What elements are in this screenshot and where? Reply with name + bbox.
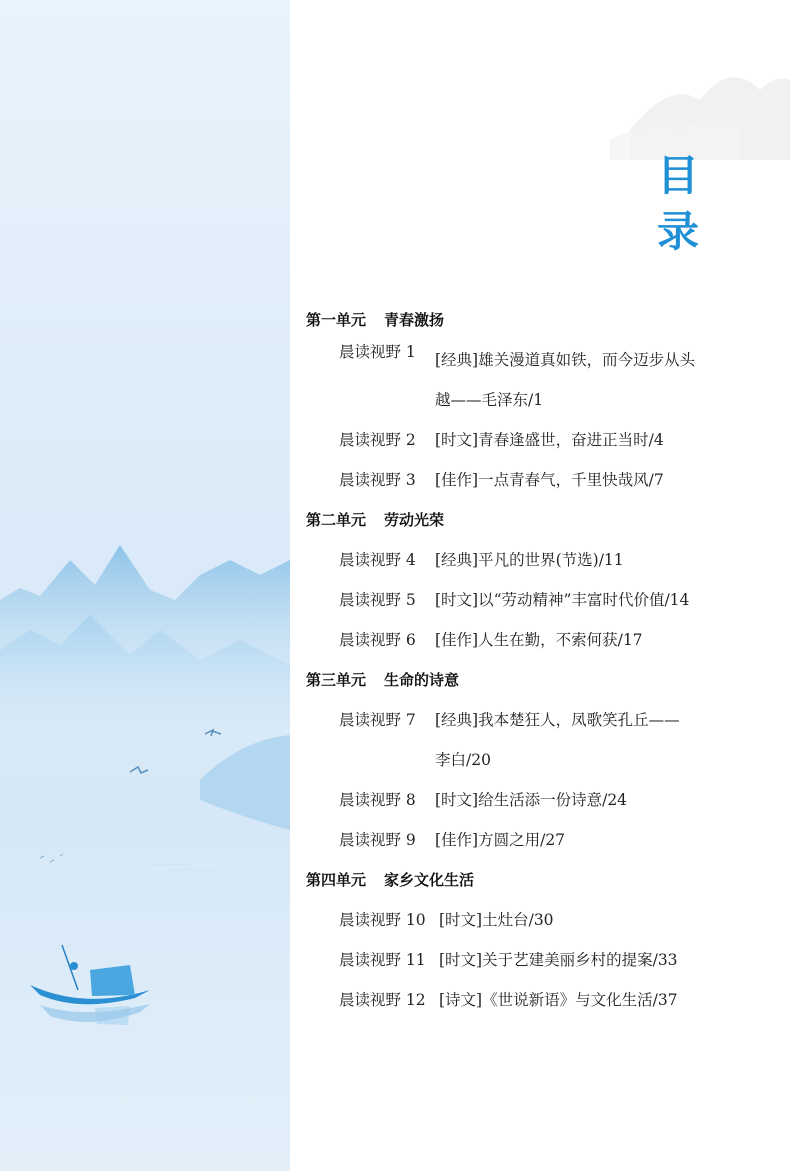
unit-heading [306, 500, 776, 540]
toc-title-char: 录 [656, 207, 699, 256]
toc-title [648, 148, 708, 260]
entry-title-line: [时文]青春逢盛世，奋进正当时/4 [435, 431, 664, 449]
unit-heading [306, 660, 776, 700]
corner-mountain-decoration [610, 20, 790, 160]
entry-title-line: [经典]雄关漫道真如铁，而今迈步从头 [435, 351, 696, 369]
decorative-side-panel [0, 0, 290, 1171]
entry-label: 晨读视野 12 [339, 991, 426, 1009]
entry-title-line: [经典]平凡的世界(节选)/11 [435, 551, 624, 569]
toc-entry[interactable] [306, 820, 776, 860]
entry-title-line: [佳作]人生在勤，不索何获/17 [435, 631, 643, 649]
entry-label: 晨读视野 4 [339, 551, 416, 569]
entry-title-line: [时文]关于艺建美丽乡村的提案/33 [439, 951, 678, 969]
entry-title-line: [时文]土灶台/30 [439, 911, 554, 929]
entry-label: 晨读视野 6 [339, 631, 416, 649]
entry-label: 晨读视野 8 [339, 791, 416, 809]
unit-name: 生命的诗意 [384, 671, 460, 689]
toc-entry[interactable] [306, 900, 776, 940]
unit-label: 第三单元 [306, 671, 367, 689]
entry-title-line: [佳作]方圆之用/27 [435, 831, 566, 849]
entry-title-line: [经典]我本楚狂人，凤歌笑孔丘—— [435, 711, 680, 729]
entry-label: 晨读视野 7 [339, 711, 416, 729]
toc-entry[interactable] [306, 460, 776, 500]
entry-title-line: 越——毛泽东/1 [435, 391, 544, 409]
toc-entry[interactable] [306, 340, 776, 420]
entry-title-line: [时文]给生活添一份诗意/24 [435, 791, 628, 809]
unit-name: 劳动光荣 [384, 511, 445, 529]
toc-entry[interactable] [306, 580, 776, 620]
unit-label: 第二单元 [306, 511, 367, 529]
unit-heading [306, 860, 776, 900]
entry-label: 晨读视野 10 [339, 911, 426, 929]
table-of-contents [306, 300, 776, 1020]
entry-label: 晨读视野 9 [339, 831, 416, 849]
toc-entry[interactable] [306, 940, 776, 980]
entry-label: 晨读视野 11 [339, 951, 426, 969]
toc-title-char: 目 [656, 151, 699, 200]
entry-title-line: 李白/20 [435, 751, 491, 769]
unit-heading [306, 300, 776, 340]
toc-entry[interactable] [306, 780, 776, 820]
entry-label: 晨读视野 1 [339, 343, 416, 361]
landscape-illustration [0, 0, 290, 1171]
entry-title-line: [时文]以“劳动精神”丰富时代价值/14 [435, 591, 690, 609]
entry-title-line: [佳作]一点青春气，千里快哉风/7 [435, 471, 664, 489]
unit-label: 第四单元 [306, 871, 367, 889]
toc-entry[interactable] [306, 420, 776, 460]
entry-title-line: [诗文]《世说新语》与文化生活/37 [439, 991, 678, 1009]
entry-label: 晨读视野 3 [339, 471, 416, 489]
unit-name: 青春激扬 [384, 311, 445, 329]
toc-entry[interactable] [306, 540, 776, 580]
unit-name: 家乡文化生活 [384, 871, 475, 889]
entry-label: 晨读视野 2 [339, 431, 416, 449]
toc-entry[interactable] [306, 980, 776, 1020]
entry-label: 晨读视野 5 [339, 591, 416, 609]
toc-entry[interactable] [306, 700, 776, 780]
toc-entry[interactable] [306, 620, 776, 660]
unit-label: 第一单元 [306, 311, 367, 329]
